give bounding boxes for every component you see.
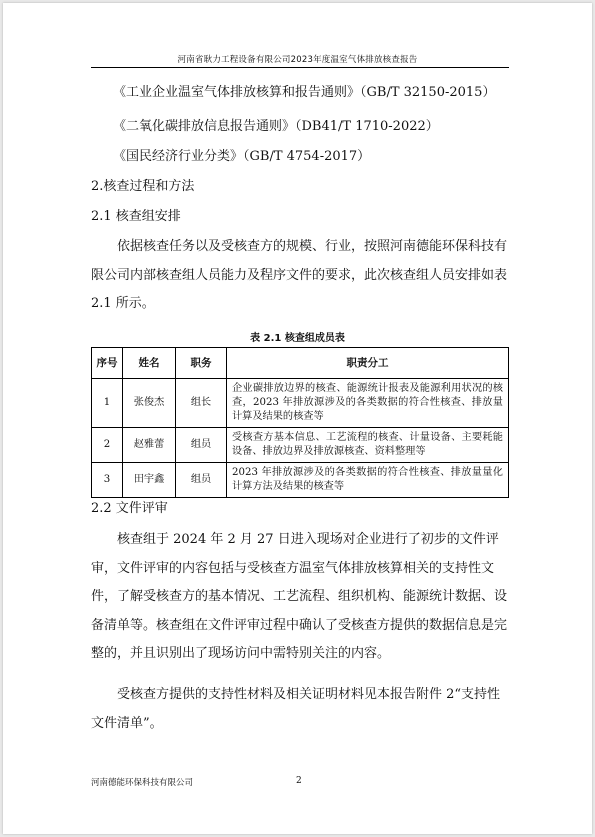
section-2-2-paragraph-1: 核查组于 2024 年 2 月 27 日进入现场对企业进行了初步的文件评审，文件评审的内容包括与受核查方温室气体排放核算相关的支持性文件，了解受核查方的基本情况、工艺流程、组织机构、能源统计数据、设备清单等。核查组在文件评审过程中确认了受核查方提供的数据信息是完整的，并且识别出了现场访问中需特别关注的内容。: [91, 532, 508, 661]
cell-name: 张俊杰: [123, 379, 176, 428]
cell-role: 组员: [176, 463, 227, 498]
reference-3: 《国民经济行业分类》（GB/T 4754-2017）: [113, 149, 371, 164]
table-caption: 表 2.1 核查组成员表: [250, 333, 345, 344]
footer-company: 河南德能环保科技有限公司: [91, 778, 194, 788]
reference-2: 《二氧化碳排放信息报告通则》（DB41/T 1710-2022）: [113, 119, 439, 134]
page-number: 2: [296, 776, 302, 786]
cell-duty: 2023 年排放源涉及的各类数据的符合性核查、排放量量化计算方法及结果的核查等: [227, 463, 509, 498]
header-rule: [91, 67, 509, 68]
section-2-heading: 2.核查过程和方法: [91, 179, 195, 194]
cell-name: 田宇鑫: [123, 463, 176, 498]
table-row: [92, 428, 509, 463]
section-2-2-heading: 2.2 文件评审: [91, 501, 168, 516]
col-header-role: 职务: [176, 348, 227, 379]
cell-name: 赵雅蕾: [123, 428, 176, 463]
staff-table: [91, 347, 509, 498]
cell-duty: 受核查方基本信息、工艺流程的核查、计量设备、主要耗能设备、排放边界及排放源核查、资料整理等: [227, 428, 509, 463]
cell-no: 1: [92, 379, 123, 428]
table-header-row: [92, 348, 509, 379]
reference-1: 《工业企业温室气体排放核算和报告通则》（GB/T 32150-2015）: [113, 85, 496, 100]
col-header-duty: 职责分工: [227, 348, 509, 379]
col-header-no: 序号: [92, 348, 123, 379]
cell-duty: 企业碳排放边界的核查、能源统计报表及能源利用状况的核查，2023 年排放源涉及的各类数据的符合性核查、排放量计算及结果的核查等: [227, 379, 509, 428]
section-2-1-paragraph: 依据核查任务以及受核查方的规模、行业，按照河南德能环保科技有限公司内部核查组人员能力及程序文件的要求，此次核查组人员安排如表 2.1 所示。: [91, 239, 508, 311]
section-2-2-paragraph-2: 受核查方提供的支持性材料及相关证明材料见本报告附件 2“支持性文件清单”。: [91, 687, 501, 731]
table-row: [92, 379, 509, 428]
cell-role: 组长: [176, 379, 227, 428]
col-header-name: 姓名: [123, 348, 176, 379]
cell-no: 3: [92, 463, 123, 498]
table-row: [92, 463, 509, 498]
section-2-1-heading: 2.1 核查组安排: [91, 209, 181, 224]
running-header: 河南省耿力工程设备有限公司2023年度温室气体排放核查报告: [177, 55, 418, 65]
cell-no: 2: [92, 428, 123, 463]
document-page: [3, 3, 592, 834]
cell-role: 组员: [176, 428, 227, 463]
